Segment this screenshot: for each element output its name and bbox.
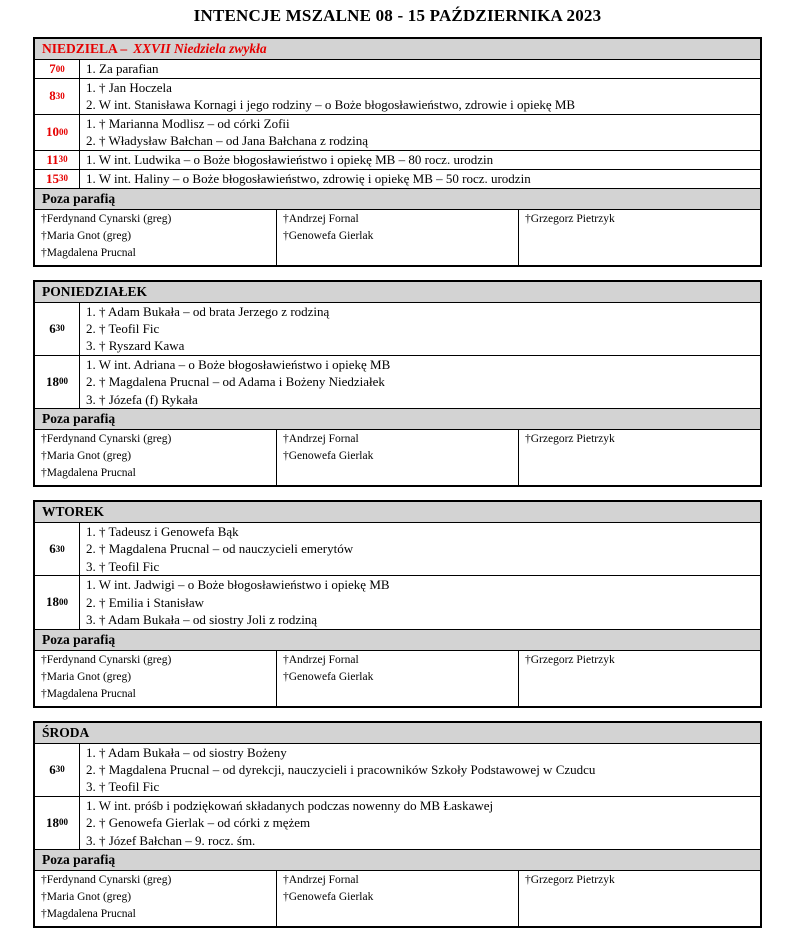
poza-name: †Magdalena Prucnal [41, 246, 136, 259]
poza-parafia-columns [35, 871, 760, 926]
mass-items [80, 744, 760, 796]
poza-name: †Andrzej Fornal [283, 653, 359, 666]
mass-time: 6 30 [35, 523, 80, 575]
mass-item: 1. W int. próśb i podziękowań składanych podczas nowenny do MB Łaskawej [86, 797, 494, 813]
mass-rows [35, 523, 760, 629]
mass-time: 18 00 [35, 356, 80, 408]
poza-name: †Maria Gnot (greg) [41, 229, 132, 242]
mass-row [35, 115, 760, 151]
poza-name: †Genowefa Gierlak [283, 229, 374, 242]
poza-column [519, 210, 760, 265]
mass-row [35, 576, 760, 629]
mass-items [80, 303, 760, 355]
poza-name: †Andrzej Fornal [283, 433, 359, 446]
mass-item: 1. W int. Jadwigi – o Boże błogosławieństwo i opiekę MB [86, 577, 390, 593]
mass-item: 2. † Emilia i Stanisław [86, 594, 205, 610]
poza-column [519, 430, 760, 485]
poza-name: †Andrzej Fornal [283, 212, 359, 225]
day-table [33, 721, 762, 928]
poza-name: †Andrzej Fornal [283, 873, 359, 886]
poza-name: †Ferdynand Cynarski (greg) [41, 873, 172, 886]
day-header [35, 723, 760, 744]
mass-item: 1. † Adam Bukała – od brata Jerzego z rodziną [86, 303, 330, 319]
poza-name: †Ferdynand Cynarski (greg) [41, 653, 172, 666]
mass-item: 1. W int. Ludwika – o Boże błogosławieństwo i opiekę MB – 80 rocz. urodzin [86, 151, 494, 167]
mass-time: 18 00 [35, 576, 80, 628]
poza-parafia-columns [35, 210, 760, 265]
mass-item: 3. † Józefa (f) Rykała [86, 391, 198, 407]
day-name: ŚRODA [42, 724, 90, 740]
poza-column [277, 210, 519, 265]
mass-time: 6 30 [35, 303, 80, 355]
mass-row [35, 523, 760, 576]
mass-time: 6 30 [35, 744, 80, 796]
day-table [33, 500, 762, 707]
poza-name: †Magdalena Prucnal [41, 907, 136, 920]
mass-item: 3. † Adam Bukała – od siostry Joli z rodziną [86, 612, 318, 628]
mass-items [80, 356, 760, 408]
mass-item: 1. † Jan Hoczela [86, 80, 172, 95]
poza-column [35, 210, 277, 265]
poza-column [519, 871, 760, 926]
mass-row [35, 797, 760, 850]
poza-name: †Ferdynand Cynarski (greg) [41, 212, 172, 225]
day-header [35, 502, 760, 523]
mass-item: 1. W int. Haliny – o Boże błogosławieństwo, zdrowię i opiekę MB – 50 rocz. urodzin [86, 170, 531, 186]
poza-parafia-header: Poza parafią [35, 850, 760, 871]
poza-parafia-header: Poza parafią [35, 409, 760, 430]
mass-time: 11 30 [35, 151, 80, 169]
poza-name: †Grzegorz Pietrzyk [525, 873, 615, 886]
day-header [35, 282, 760, 303]
poza-parafia-columns [35, 430, 760, 485]
mass-time: 8 30 [35, 79, 80, 114]
poza-name: †Grzegorz Pietrzyk [525, 212, 615, 225]
mass-item: 1. W int. Adriana – o Boże błogosławieństwo i opiekę MB [86, 356, 391, 372]
poza-name: †Maria Gnot (greg) [41, 670, 132, 683]
mass-row [35, 303, 760, 356]
mass-item: 1. † Marianna Modlisz – od córki Zofii [86, 115, 290, 131]
mass-items [80, 79, 760, 114]
mass-item: 3. † Józef Bałchan – 9. rocz. śm. [86, 832, 256, 848]
mass-items [80, 151, 760, 169]
mass-items [80, 60, 760, 78]
day-name: WTOREK [42, 504, 105, 520]
mass-rows [35, 60, 760, 189]
mass-item: 3. † Ryszard Kawa [86, 338, 185, 354]
mass-item: 2. † Genowefa Gierlak – od córki z mężem [86, 815, 311, 831]
poza-column [35, 871, 277, 926]
poza-name: †Genowefa Gierlak [283, 670, 374, 683]
mass-items [80, 170, 760, 188]
mass-time: 15 30 [35, 170, 80, 188]
mass-item: 2. † Magdalena Prucnal – od dyrekcji, nauczycieli i pracowników Szkoły Podstawowej w Czudcu [86, 761, 596, 777]
mass-item: 3. † Teofil Fic [86, 779, 160, 795]
poza-column [35, 430, 277, 485]
day-name: NIEDZIELA – [42, 41, 128, 56]
mass-row [35, 170, 760, 189]
poza-parafia-header: Poza parafią [35, 189, 760, 210]
mass-item: 2. W int. Stanisława Kornagi i jego rodziny – o Boże błogosławieństwo, zdrowie i opiekę MB [86, 97, 576, 113]
poza-name: †Magdalena Prucnal [41, 687, 136, 700]
poza-parafia-header: Poza parafią [35, 630, 760, 651]
poza-name: †Magdalena Prucnal [41, 467, 136, 480]
day-table [33, 280, 762, 487]
page-title: INTENCJE MSZALNE 08 - 15 PAŹDZIERNIKA 2023 [193, 6, 602, 25]
poza-name: †Grzegorz Pietrzyk [525, 653, 615, 666]
mass-item: 1. Za parafian [86, 61, 159, 76]
poza-name: †Genowefa Gierlak [283, 450, 374, 463]
mass-row [35, 356, 760, 409]
mass-item: 2. † Teofil Fic [86, 321, 160, 337]
mass-rows [35, 744, 760, 850]
mass-rows [35, 303, 760, 409]
mass-item: 3. † Teofil Fic [86, 558, 160, 574]
mass-items [80, 523, 760, 575]
mass-row [35, 151, 760, 170]
poza-parafia-columns [35, 651, 760, 706]
poza-name: †Ferdynand Cynarski (greg) [41, 433, 172, 446]
mass-time: 10 00 [35, 115, 80, 150]
mass-time: 7 00 [35, 60, 80, 78]
poza-name: †Genowefa Gierlak [283, 890, 374, 903]
poza-column [277, 430, 519, 485]
mass-row [35, 79, 760, 115]
mass-row [35, 744, 760, 797]
mass-items [80, 115, 760, 150]
mass-item: 2. † Magdalena Prucnal – od Adama i Bożeny Niedziałek [86, 374, 385, 390]
poza-column [35, 651, 277, 706]
tables-container [33, 37, 762, 928]
poza-name: †Maria Gnot (greg) [41, 890, 132, 903]
mass-item: 1. † Tadeusz i Genowefa Bąk [86, 524, 239, 540]
poza-name: †Grzegorz Pietrzyk [525, 433, 615, 446]
poza-column [277, 651, 519, 706]
mass-time: 18 00 [35, 797, 80, 849]
mass-item: 2. † Władysław Bałchan – od Jana Bałchana z rodziną [86, 133, 369, 149]
day-table [33, 37, 762, 267]
poza-name: †Maria Gnot (greg) [41, 450, 132, 463]
mass-items [80, 797, 760, 849]
day-header [35, 39, 760, 60]
mass-items [80, 576, 760, 628]
mass-item: 1. † Adam Bukała – od siostry Bożeny [86, 744, 287, 760]
poza-column [277, 871, 519, 926]
mass-item: 2. † Magdalena Prucnal – od nauczycieli emerytów [86, 541, 354, 557]
day-name: PONIEDZIAŁEK [42, 283, 148, 299]
poza-column [519, 651, 760, 706]
day-subtitle: XXVII Niedziela zwykła [133, 41, 267, 56]
mass-row [35, 60, 760, 79]
